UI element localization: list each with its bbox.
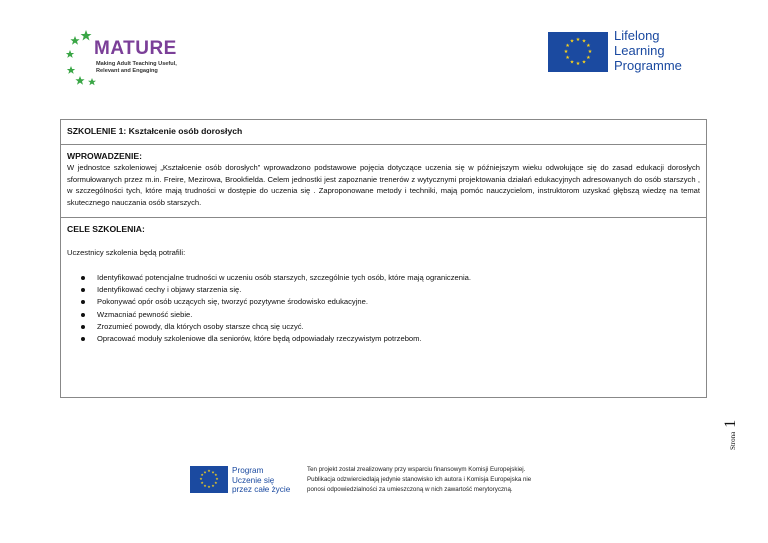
page-number-value: 1 xyxy=(722,419,739,428)
svg-text:★: ★ xyxy=(211,470,215,475)
svg-text:★: ★ xyxy=(563,49,569,55)
goals-lead: Uczestnicy szkolenia będą potrafili: xyxy=(67,248,186,257)
svg-text:★: ★ xyxy=(565,43,570,49)
bullet-icon xyxy=(81,300,85,304)
svg-text:★: ★ xyxy=(203,484,207,489)
mature-logo xyxy=(66,28,186,86)
list-item: Identyfikować potencjalne trudności w uczeniu osób starszych, szczególnie tych osób, które mają ograniczenia. xyxy=(81,272,471,284)
mature-logo-wordmark: MATURE xyxy=(94,38,177,59)
footer-disclaimer: Ten projekt został zrealizowany przy wsparciu finansowym Komisji Europejskiej. Publikacja odzwierciedlają jedynie stanowisko ich autora i Komisja Europejska nie ponosi odpowiedzialności za umieszczoną w nich zawartość merytoryczną. xyxy=(307,466,532,493)
svg-text:★: ★ xyxy=(581,38,587,45)
svg-text:★: ★ xyxy=(565,55,570,61)
goals-heading: CELE SZKOLENIA: xyxy=(67,224,145,234)
svg-text:★: ★ xyxy=(569,59,575,66)
eu-flag-icon xyxy=(548,32,608,72)
svg-text:★: ★ xyxy=(214,481,218,486)
svg-text:★: ★ xyxy=(200,473,204,478)
bullet-icon xyxy=(81,325,85,329)
bullet-icon xyxy=(81,313,85,317)
footer-eu-flag-icon xyxy=(190,466,228,493)
list-item: Zrozumieć powody, dla których osoby starsze chcą się uczyć. xyxy=(81,321,471,333)
svg-text:★: ★ xyxy=(581,59,587,66)
intro-heading: WPROWADZENIE: xyxy=(67,151,142,161)
intro-section xyxy=(61,144,706,218)
svg-text:★: ★ xyxy=(199,477,203,482)
llp-logo xyxy=(548,30,693,76)
svg-text:★: ★ xyxy=(569,38,575,45)
training-table xyxy=(60,119,707,398)
svg-text:★: ★ xyxy=(200,481,204,486)
intro-body: W jednostce szkoleniowej „Kształcenie osób dorosłych” wprowadzono podstawowe pojęcia dotyczące uczenia się w późniejszym wieku odwołujące się do zasad edukacji dorosłych sformułowanych przez m.in. Freire, Mezirowa, Brookfielda. Celem jednostki jest zapoznanie trenerów z wytycznymi projektowania działań edukacyjnych adresowanych do osób starszych , w szczególności tych, które mają trudności w dostępie do uczenia się . Zaproponowane metody i techniki, mają pomóc nauczycielom, instruktorom uzyskać głębszą wiedzę na temat skutecznego nauczania osób starszych. xyxy=(67,163,700,207)
svg-text:★: ★ xyxy=(207,469,211,474)
goals-list xyxy=(81,272,471,345)
list-item: Wzmacniać pewność siebie. xyxy=(81,309,471,321)
goals-section xyxy=(61,217,706,397)
bullet-icon xyxy=(81,276,85,280)
svg-text:★: ★ xyxy=(215,477,219,482)
svg-text:★: ★ xyxy=(586,55,591,61)
svg-text:★: ★ xyxy=(575,37,581,43)
list-item: Pokonywać opór osób uczących się, tworzyć pozytywne środowisko edukacyjne. xyxy=(81,296,471,308)
svg-text:★: ★ xyxy=(587,49,593,55)
training-title: SZKOLENIE 1: Kształcenie osób dorosłych xyxy=(67,126,243,136)
mature-logo-tagline: Making Adult Teaching Useful, Relevant and Engaging xyxy=(96,61,177,74)
svg-text:★: ★ xyxy=(586,43,591,49)
svg-text:★: ★ xyxy=(575,61,581,67)
training-title-row xyxy=(61,120,706,145)
svg-text:★: ★ xyxy=(207,485,211,490)
llp-logo-text: Lifelong Learning Programme xyxy=(614,28,682,73)
page-number xyxy=(722,400,742,450)
page-number-label: Strona xyxy=(729,431,737,450)
list-item: Identyfikować cechy i objawy starzenia się. xyxy=(81,284,471,296)
bullet-icon xyxy=(81,337,85,341)
list-item: Opracować moduły szkoleniowe dla seniorów, które będą odpowiadały rzeczywistym potrzebom. xyxy=(81,333,471,345)
svg-text:★: ★ xyxy=(211,484,215,489)
svg-text:★: ★ xyxy=(214,473,218,478)
footer-program-name: Program Uczenie się przez całe życie xyxy=(232,466,291,494)
svg-text:★: ★ xyxy=(203,470,207,475)
bullet-icon xyxy=(81,288,85,292)
